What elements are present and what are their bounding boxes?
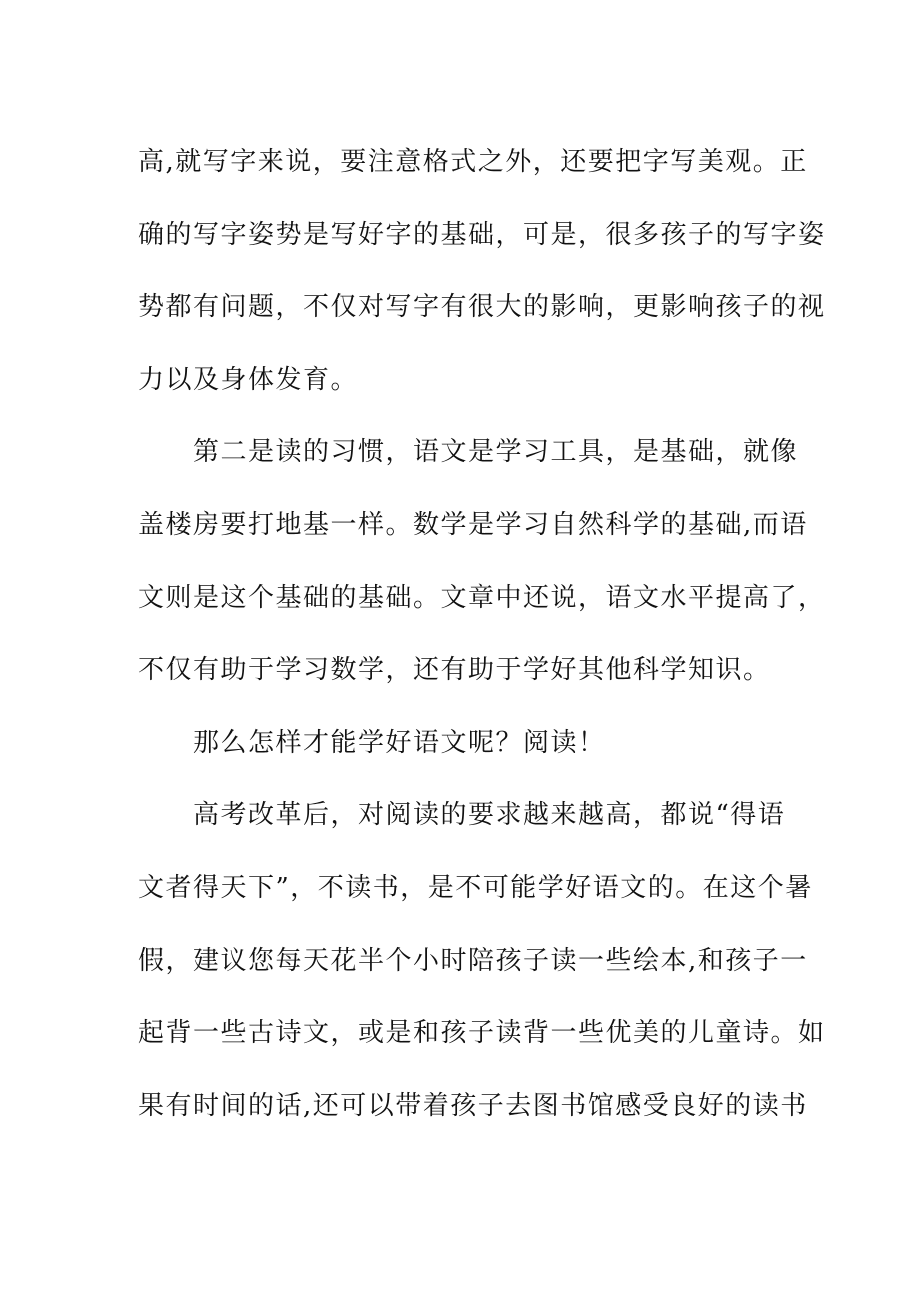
text-line: 不仅有助于学习数学，还有助于学好其他科学知识。 [138, 655, 771, 686]
text-line: 高考改革后，对阅读的要求越来越高，都说“得语 [138, 800, 786, 831]
text-line: 文者得天下”，不读书，是不可能学好语文的。在这个暑 [138, 872, 813, 903]
text-line: 盖楼房要打地基一样。数学是学习自然科学的基础,而语 [138, 509, 808, 540]
text-line: 势都有问题，不仅对写字有很大的影响，更影响孩子的视 [138, 292, 826, 323]
text-line: 起背一些古诗文，或是和孩子读背一些优美的儿童诗。如 [138, 1018, 826, 1049]
text-line: 那么怎样才能学好语文呢？阅读！ [138, 727, 606, 758]
text-line: 第二是读的习惯，语文是学习工具，是基础，就像 [138, 437, 799, 468]
text-line: 文则是这个基础的基础。文章中还说，语文水平提高了， [138, 582, 826, 613]
document-body-text [138, 136, 826, 1152]
text-line: 力以及身体发育。 [138, 364, 359, 395]
text-line: 高,就写字来说，要注意格式之外，还要把字写美观。正 [138, 147, 808, 177]
text-line: 确的写字姿势是写好字的基础，可是，很多孩子的写字姿 [138, 219, 826, 250]
text-line: 果有时间的话,还可以带着孩子去图书馆感受良好的读书 [138, 1090, 808, 1121]
text-line: 假，建议您每天花半个小时陪孩子读一些绘本,和孩子一 [138, 945, 808, 976]
